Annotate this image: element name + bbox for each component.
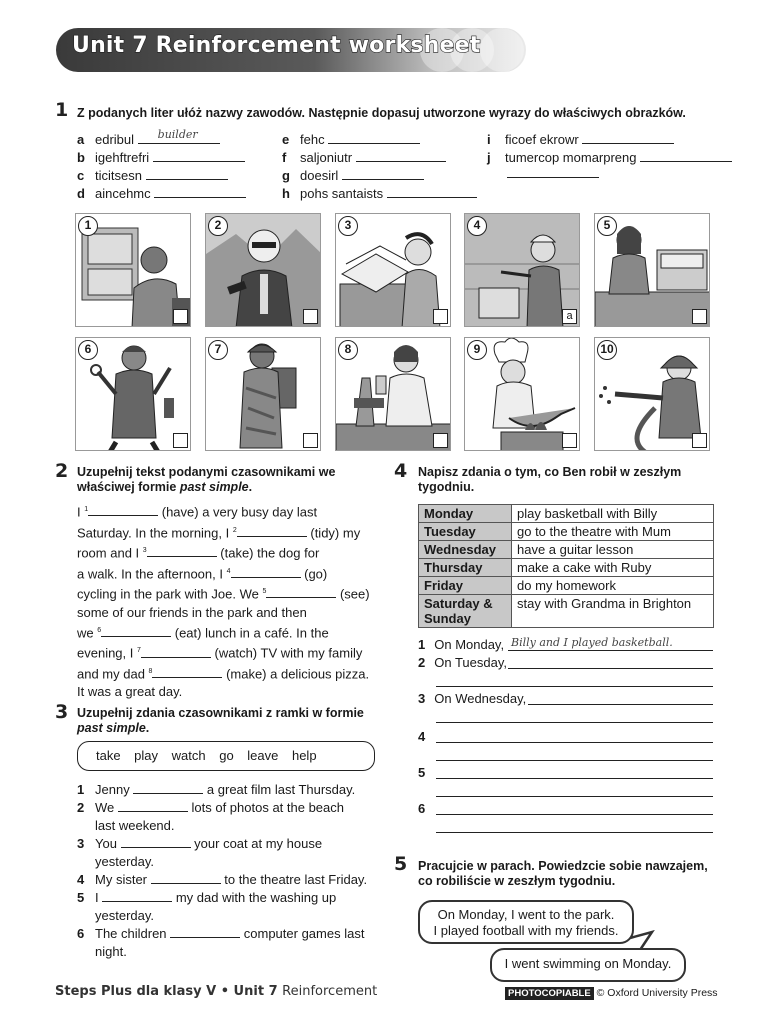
- answer-line[interactable]: [640, 150, 732, 162]
- answer-checkbox[interactable]: [173, 433, 188, 448]
- text-segment: a great film last Thursday.: [203, 782, 356, 797]
- exercise-4-number: 4: [394, 460, 408, 482]
- day-cell: Friday: [419, 577, 512, 595]
- word-item: [282, 132, 420, 147]
- answer-checkbox[interactable]: [173, 309, 188, 324]
- gap-number: 3: [142, 547, 147, 555]
- day-cell: Wednesday: [419, 541, 512, 559]
- text-segment: Saturday. In the morning, I: [77, 524, 233, 540]
- activity-cell: go to the theatre with Mum: [512, 523, 714, 541]
- answer-checkbox[interactable]: a: [562, 309, 577, 324]
- picture-number: 1: [78, 216, 98, 236]
- picture-card: [205, 213, 321, 327]
- handwritten-answer: Billy and I played basketball.: [511, 636, 673, 649]
- sentence-item: [77, 799, 377, 835]
- speech-bubble-2: I went swimming on Monday.: [490, 948, 686, 982]
- instruction-line: Napisz zdania o tym, co Ben robił w zeszłym: [418, 465, 682, 479]
- activity-cell: stay with Grandma in Brighton: [512, 595, 714, 628]
- item-number: 2: [418, 655, 426, 670]
- gap-number: 4: [226, 567, 231, 575]
- answer-checkbox[interactable]: [303, 309, 318, 324]
- picture-number: 7: [208, 340, 228, 360]
- answer-checkbox[interactable]: [562, 433, 577, 448]
- answer-checkbox[interactable]: [303, 433, 318, 448]
- item-number: 3: [77, 836, 85, 851]
- gap-blank[interactable]: [133, 783, 203, 794]
- gap-blank[interactable]: [88, 505, 158, 516]
- answer-prompt: On Monday,: [434, 637, 505, 652]
- answer-label: [418, 655, 507, 670]
- text-segment: some of our friends in the park and then: [77, 604, 307, 620]
- schedule-row: [419, 577, 714, 595]
- gap-blank[interactable]: [102, 891, 172, 902]
- exercise-3-number: 3: [55, 701, 69, 723]
- exercise-4-instruction: [418, 465, 681, 495]
- text-segment: lots of photos at the beach: [187, 800, 344, 815]
- picture-card: [594, 337, 710, 451]
- answer-checkbox[interactable]: [692, 433, 707, 448]
- gap-blank[interactable]: [231, 567, 301, 578]
- exercise-2-instruction: [77, 465, 335, 495]
- exercise-1-instruction: Z podanych liter ułóż nazwy zawodów. Następnie dopasuj utworzone wyrazy do właściwych obrazków.: [77, 106, 686, 120]
- instruction-end: .: [248, 480, 253, 494]
- picture-number: 10: [597, 340, 617, 360]
- copyright-text: © Oxford University Press: [596, 987, 718, 999]
- exercise-2-number: 2: [55, 460, 69, 482]
- text-segment: The children: [95, 926, 171, 941]
- text-line: [77, 563, 377, 584]
- text-segment: (go): [300, 565, 328, 581]
- answer-line[interactable]: [436, 814, 713, 815]
- item-letter: h: [282, 186, 290, 201]
- text-segment: my dad with the washing up: [172, 890, 337, 905]
- text-line: [77, 583, 377, 604]
- text-segment: (see): [336, 586, 370, 602]
- answer-line[interactable]: [328, 132, 420, 144]
- item-letter: j: [487, 150, 491, 165]
- schedule-table: [418, 504, 714, 628]
- picture-card: [464, 213, 580, 327]
- day-cell: Thursday: [419, 559, 512, 577]
- answer-line[interactable]: [507, 166, 599, 178]
- picture-number: 4: [467, 216, 487, 236]
- exercise-2-text: [77, 501, 377, 702]
- sentence-item: [77, 871, 377, 889]
- picture-card: [335, 213, 451, 327]
- day-cell: Monday: [419, 505, 512, 523]
- scrambled-word: doesirl: [300, 168, 339, 183]
- text-segment: room and I: [77, 545, 143, 561]
- answer-line[interactable]: [138, 128, 220, 144]
- exercise-1-number: 1: [55, 99, 69, 121]
- word-item: [487, 150, 732, 165]
- text-segment: Jenny: [95, 782, 134, 797]
- scrambled-word: tumercop momarpreng: [505, 150, 637, 165]
- text-segment: a walk. In the afternoon, I: [77, 565, 227, 581]
- picture-card: [205, 337, 321, 451]
- word-item: [282, 168, 424, 183]
- word-item: [77, 150, 245, 165]
- answer-label: [418, 765, 425, 780]
- text-segment: yesterday.: [95, 854, 155, 869]
- item-letter: d: [77, 186, 85, 201]
- gap-blank[interactable]: [121, 837, 191, 848]
- item-number: 6: [418, 801, 426, 816]
- footer-course: [55, 984, 377, 999]
- word-item: [487, 132, 674, 147]
- item-number: 1: [77, 782, 85, 797]
- answer-label: [418, 637, 504, 652]
- answer-label: [418, 691, 526, 706]
- schedule-row: [419, 505, 714, 523]
- activity-cell: do my homework: [512, 577, 714, 595]
- text-segment: (tidy) my: [306, 524, 361, 540]
- gap-number: 6: [97, 626, 102, 634]
- item-number: 2: [77, 800, 85, 815]
- instruction-line: właściwej formie: [77, 480, 177, 494]
- answer-line[interactable]: [153, 150, 245, 162]
- text-line: [77, 663, 377, 684]
- answer-checkbox[interactable]: [433, 309, 448, 324]
- handwritten-answer: builder: [157, 128, 198, 141]
- item-letter: a: [77, 132, 85, 147]
- scrambled-word: pohs santaists: [300, 186, 384, 201]
- answer-line[interactable]: [436, 778, 713, 779]
- item-number: 5: [418, 765, 426, 780]
- picture-card: [464, 337, 580, 451]
- word-item: [77, 186, 246, 201]
- schedule-row: [419, 595, 714, 628]
- answer-line[interactable]: [528, 704, 713, 705]
- word-item: [282, 150, 446, 165]
- schedule-row: [419, 559, 714, 577]
- gap-blank[interactable]: [141, 647, 211, 658]
- text-segment: your coat at my house: [190, 836, 323, 851]
- activity-cell: make a cake with Ruby: [512, 559, 714, 577]
- answer-checkbox[interactable]: [433, 433, 448, 448]
- text-segment: It was a great day.: [77, 684, 183, 700]
- text-segment: to the theatre last Friday.: [220, 872, 368, 887]
- item-number: 3: [418, 691, 426, 706]
- answer-prompt: On Tuesday,: [434, 655, 507, 670]
- answer-line[interactable]: [508, 668, 713, 669]
- instruction-end: .: [145, 721, 150, 735]
- exercise-5-instruction: [418, 859, 708, 889]
- gap-blank[interactable]: [152, 667, 222, 678]
- text-segment: (eat) lunch in a café. In the: [171, 625, 329, 641]
- answer-line[interactable]: [436, 722, 713, 723]
- activity-cell: have a guitar lesson: [512, 541, 714, 559]
- scrambled-word: igehftrefri: [95, 150, 150, 165]
- sentence-item: [77, 889, 377, 925]
- word-item: [77, 128, 220, 147]
- day-cell: Tuesday: [419, 523, 512, 541]
- text-segment: computer games last: [240, 926, 365, 941]
- gap-blank[interactable]: [118, 801, 188, 812]
- text-segment: last weekend.: [95, 818, 175, 833]
- footer-section: Reinforcement: [282, 984, 378, 999]
- scrambled-word: fehc: [300, 132, 325, 147]
- answer-line[interactable]: [582, 132, 674, 144]
- item-number: 6: [77, 926, 85, 941]
- picture-number: 9: [467, 340, 487, 360]
- answer-line[interactable]: [436, 796, 713, 797]
- page-title: Unit 7 Reinforcement worksheet: [72, 33, 481, 58]
- text-segment: evening, I: [77, 645, 137, 661]
- picture-number: 6: [78, 340, 98, 360]
- answer-line[interactable]: [508, 650, 713, 651]
- item-number: 4: [77, 872, 85, 887]
- item-letter: i: [487, 132, 491, 147]
- text-line: [77, 542, 377, 563]
- answer-label: [418, 801, 425, 816]
- scrambled-word: aincehmc: [95, 186, 151, 201]
- text-segment: (take) the dog for: [216, 545, 320, 561]
- text-segment: and my dad: [77, 666, 149, 682]
- answer-line[interactable]: [154, 186, 246, 198]
- gap-number: 8: [148, 667, 153, 675]
- answer-line[interactable]: [436, 832, 713, 833]
- instruction-line: Pracujcie w parach. Powiedzcie sobie nawzajem,: [418, 859, 708, 873]
- word-box: take play watch go leave help: [77, 741, 375, 771]
- answer-line[interactable]: [342, 168, 424, 180]
- picture-number: 3: [338, 216, 358, 236]
- scrambled-word: saljoniutr: [300, 150, 353, 165]
- text-line: [77, 642, 377, 663]
- item-letter: f: [282, 150, 287, 165]
- gap-blank[interactable]: [151, 873, 221, 884]
- item-letter: g: [282, 168, 290, 183]
- picture-number: 8: [338, 340, 358, 360]
- word-item: [282, 186, 477, 201]
- answer-line[interactable]: [436, 686, 713, 687]
- gap-blank[interactable]: [101, 626, 171, 637]
- picture-card: [75, 213, 191, 327]
- text-segment: We: [95, 800, 118, 815]
- text-segment: cycling in the park with Joe. We: [77, 586, 263, 602]
- gap-number: 1: [84, 506, 89, 513]
- item-number: 5: [77, 890, 85, 905]
- instruction-line: Uzupełnij tekst podanymi czasownikami we: [77, 465, 336, 479]
- sentence-item: [77, 781, 377, 799]
- answer-line[interactable]: [146, 168, 228, 180]
- bubble-text: I played football with my friends.: [433, 923, 619, 938]
- answer-line[interactable]: [436, 760, 713, 761]
- text-segment: (make) a delicious pizza.: [222, 666, 370, 682]
- picture-card: [335, 337, 451, 451]
- answer-prompt: On Wednesday,: [434, 691, 527, 706]
- gap-number: 2: [232, 526, 237, 534]
- text-segment: (have) a very busy day last: [158, 504, 318, 520]
- item-number: 1: [418, 637, 426, 652]
- text-segment: My sister: [95, 872, 151, 887]
- text-line: [77, 522, 377, 543]
- text-line: [77, 501, 377, 522]
- gap-number: 7: [137, 647, 141, 655]
- speech-bubble-1: [418, 900, 634, 944]
- answer-checkbox[interactable]: [692, 309, 707, 324]
- item-number: 4: [418, 729, 426, 744]
- picture-number: 5: [597, 216, 617, 236]
- text-segment: night.: [95, 944, 127, 959]
- gap-blank[interactable]: [237, 526, 307, 537]
- answer-line[interactable]: [356, 150, 446, 162]
- schedule-row: [419, 541, 714, 559]
- picture-number: 2: [208, 216, 228, 236]
- scrambled-word: ficoef ekrowr: [505, 132, 579, 147]
- picture-card: [594, 213, 710, 327]
- text-segment: we: [77, 625, 98, 641]
- exercise-5-number: 5: [394, 853, 408, 875]
- word-item: [77, 168, 228, 183]
- text-line: [77, 604, 377, 622]
- answer-line[interactable]: [436, 742, 713, 743]
- item-letter: b: [77, 150, 85, 165]
- photocopiable-badge: PHOTOCOPIABLE: [505, 987, 594, 1000]
- sentence-item: [77, 835, 377, 871]
- item-letter: c: [77, 168, 85, 183]
- picture-card: [75, 337, 191, 451]
- footer-copyright: [505, 987, 718, 999]
- instruction-line: co robiliście w zeszłym tygodniu.: [418, 874, 616, 888]
- text-segment: I: [95, 890, 103, 905]
- answer-label: [418, 729, 425, 744]
- instruction-line: Uzupełnij zdania czasownikami z ramki w formie: [77, 706, 364, 720]
- text-line: [77, 683, 377, 701]
- gap-number: 5: [262, 588, 267, 596]
- schedule-row: [419, 523, 714, 541]
- bubble-text: On Monday, I went to the park.: [437, 907, 615, 922]
- item-letter: e: [282, 132, 290, 147]
- instruction-line: tygodniu.: [418, 480, 475, 494]
- scrambled-word: edribul: [95, 132, 135, 147]
- text-line: [77, 622, 377, 643]
- answer-line[interactable]: [387, 186, 477, 198]
- text-segment: I: [77, 504, 85, 520]
- footer-course-name: Steps Plus dla klasy V • Unit 7: [55, 984, 278, 999]
- scrambled-word: ticitsesn: [95, 168, 142, 183]
- gap-blank[interactable]: [266, 587, 336, 598]
- instruction-emphasis: past simple: [179, 480, 249, 494]
- day-cell: Saturday & Sunday: [419, 595, 512, 628]
- activity-cell: play basketball with Billy: [512, 505, 714, 523]
- text-segment: yesterday.: [95, 908, 155, 923]
- text-segment: (watch) TV with my family: [210, 645, 363, 661]
- exercise-3-instruction: [77, 706, 364, 736]
- instruction-emphasis: past simple: [77, 721, 146, 735]
- sentence-item: [77, 925, 377, 961]
- text-segment: You: [95, 836, 121, 851]
- gap-blank[interactable]: [170, 927, 240, 938]
- gap-blank[interactable]: [147, 546, 217, 557]
